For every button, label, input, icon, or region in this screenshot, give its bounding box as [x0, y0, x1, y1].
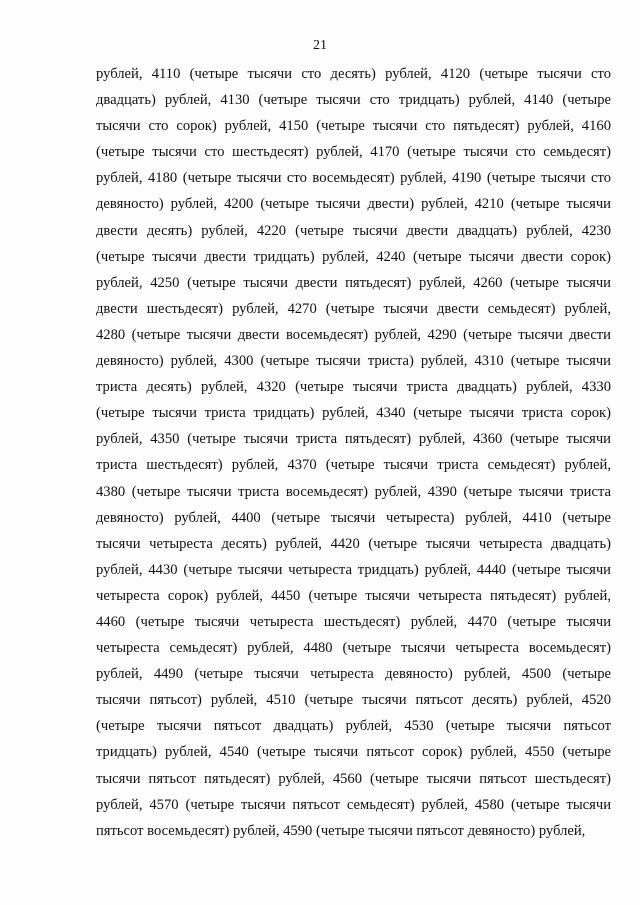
text-line: триста десять) рублей, 4320 (четыре тысячи триста двадцать) рублей, 4330 [96, 379, 611, 396]
text-line: 4460 (четыре тысячи четыреста шестьдесят) рублей, 4470 (четыре тысячи [96, 613, 611, 630]
text-line: (четыре тысячи двести тридцать) рублей, 4240 (четыре тысячи двести сорок) [96, 248, 611, 265]
text-line: девяносто) рублей, 4400 (четыре тысячи четыреста) рублей, 4410 (четыре [96, 509, 611, 526]
text-line: тысячи пятьсот) рублей, 4510 (четыре тысячи пятьсот десять) рублей, 4520 [96, 692, 611, 709]
text-line: тысячи пятьсот пятьдесят) рублей, 4560 (четыре тысячи пятьсот шестьдесят) [96, 770, 611, 787]
text-line: тысячи четыреста десять) рублей, 4420 (четыре тысячи четыреста двадцать) [96, 535, 611, 552]
text-line: рублей, 4430 (четыре тысячи четыреста тридцать) рублей, 4440 (четыре тысячи [96, 561, 611, 578]
page-number: 21 [313, 38, 327, 53]
text-line: двести десять) рублей, 4220 (четыре тысячи двести двадцать) рублей, 4230 [96, 222, 611, 239]
text-line: рублей, 4110 (четыре тысячи сто десять) рублей, 4120 (четыре тысячи сто [96, 66, 611, 82]
text-line: 4280 (четыре тысячи двести восемьдесят) рублей, 4290 (четыре тысячи двести [96, 326, 611, 343]
text-line: (четыре тысячи пятьсот двадцать) рублей, 4530 (четыре тысячи пятьсот [96, 718, 611, 735]
text-line: рублей, 4350 (четыре тысячи триста пятьдесят) рублей, 4360 (четыре тысячи [96, 431, 611, 448]
body-text [96, 61, 611, 844]
text-line: двести шестьдесят) рублей, 4270 (четыре тысячи двести семьдесят) рублей, [96, 300, 611, 317]
text-line: двадцать) рублей, 4130 (четыре тысячи сто тридцать) рублей, 4140 (четыре [96, 92, 611, 109]
text-line: тридцать) рублей, 4540 (четыре тысячи пятьсот сорок) рублей, 4550 (четыре [96, 744, 611, 761]
text-line: 4380 (четыре тысячи триста восемьдесят) рублей, 4390 (четыре тысячи триста [96, 483, 611, 500]
text-line: (четыре тысячи сто шестьдесят) рублей, 4170 (четыре тысячи сто семьдесят) [96, 144, 611, 161]
text-line: четыреста семьдесят) рублей, 4480 (четыре тысячи четыреста восемьдесят) [96, 640, 611, 657]
text-line: девяносто) рублей, 4300 (четыре тысячи триста) рублей, 4310 (четыре тысячи [96, 353, 611, 370]
text-line: четыреста сорок) рублей, 4450 (четыре тысячи четыреста пятьдесят) рублей, [96, 587, 611, 604]
text-line: девяносто) рублей, 4200 (четыре тысячи двести) рублей, 4210 (четыре тысячи [96, 196, 611, 213]
text-line: тысячи сто сорок) рублей, 4150 (четыре тысячи сто пятьдесят) рублей, 4160 [96, 118, 611, 135]
text-line: рублей, 4180 (четыре тысячи сто восемьдесят) рублей, 4190 (четыре тысячи сто [96, 170, 611, 187]
text-line: рублей, 4570 (четыре тысячи пятьсот семьдесят) рублей, 4580 (четыре тысячи [96, 796, 611, 813]
text-line: рублей, 4250 (четыре тысячи двести пятьдесят) рублей, 4260 (четыре тысячи [96, 274, 611, 291]
text-line: рублей, 4490 (четыре тысячи четыреста девяносто) рублей, 4500 (четыре [96, 666, 611, 683]
text-line: триста шестьдесят) рублей, 4370 (четыре тысячи триста семьдесят) рублей, [96, 457, 611, 474]
text-line: (четыре тысячи триста тридцать) рублей, 4340 (четыре тысячи триста сорок) [96, 405, 611, 422]
text-line: пятьсот восемьдесят) рублей, 4590 (четыре тысячи пятьсот девяносто) рублей, [96, 822, 586, 839]
